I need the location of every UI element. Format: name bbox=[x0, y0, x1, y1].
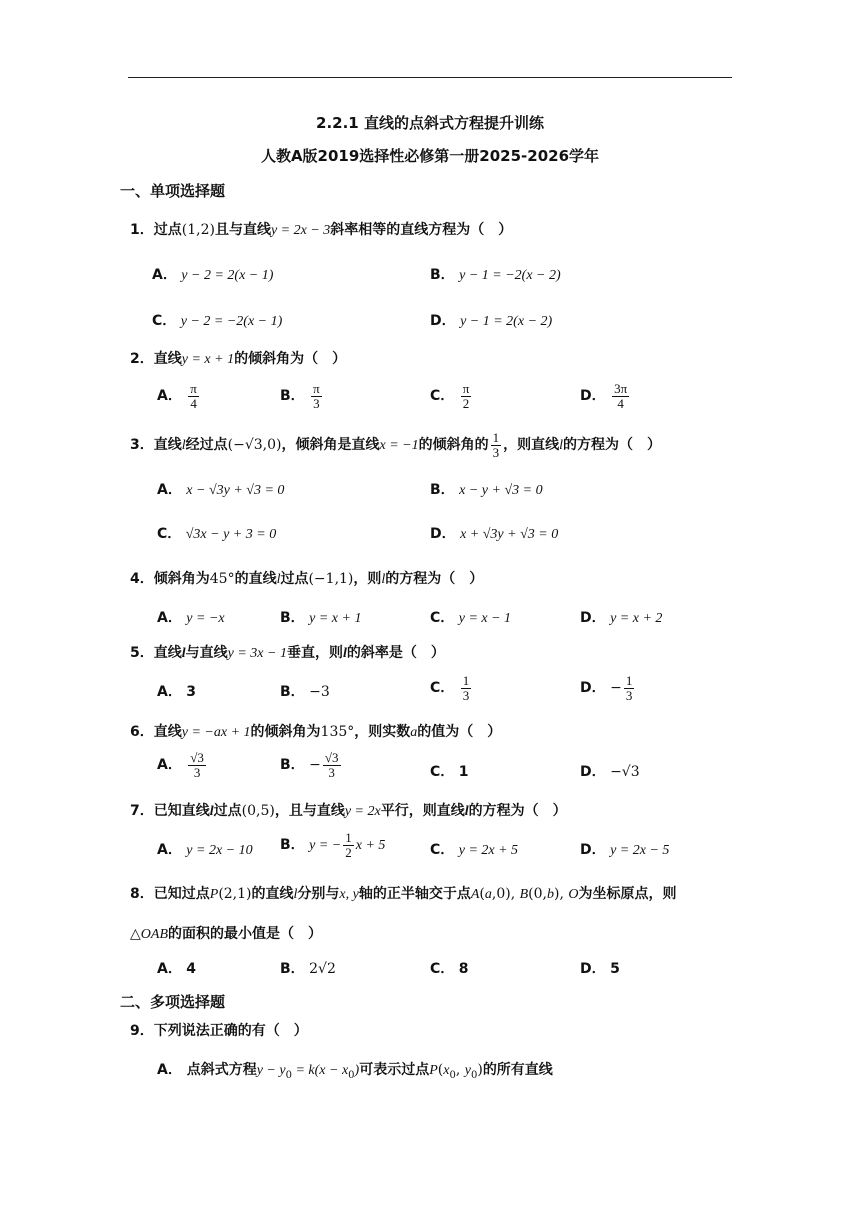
q2-option-b[interactable]: B． $\frac{\pi}{3}$ bbox=[280, 381, 320, 411]
q3-d-text: x + √3y + √3 = 0 bbox=[460, 527, 559, 542]
q2-option-d[interactable]: D． $\frac{3\pi}{4}$ bbox=[580, 381, 628, 411]
q6-a-fraction: $\frac{√3}{3}$ bbox=[190, 750, 204, 780]
q1-suffix: 斜率相等的直线方程为（ ） bbox=[330, 222, 513, 238]
q4-option-d[interactable]: D． y = x + 2 bbox=[580, 610, 663, 626]
q3-option-a[interactable]: A． x − √3y + √3 = 0 bbox=[157, 482, 285, 498]
q8-a-text: 4 bbox=[186, 961, 197, 977]
q2-d-fraction: $\frac{3\pi}{4}$ bbox=[614, 381, 628, 411]
q4-option-b[interactable]: B． y = x + 1 bbox=[280, 610, 362, 626]
q6-b-fraction: $\frac{√3}{3}$ bbox=[324, 750, 339, 780]
q6-option-d[interactable]: D． −√3 bbox=[580, 764, 640, 780]
q8-c-text: 8 bbox=[458, 961, 469, 977]
q4-a-text: y = −x bbox=[186, 611, 225, 626]
q7-option-c[interactable]: C． y = 2x + 5 bbox=[430, 842, 519, 858]
q7-option-a[interactable]: A． y = 2x − 10 bbox=[157, 842, 253, 858]
q7-a-text: y = 2x − 10 bbox=[186, 843, 253, 858]
q7-option-d[interactable]: D． y = 2x − 5 bbox=[580, 842, 670, 858]
q5-c-fraction: $\frac{1}{3}$ bbox=[462, 673, 470, 703]
q5-option-b[interactable]: B． −3 bbox=[280, 684, 330, 700]
q1-option-d[interactable]: D． y − 1 = 2(x − 2) bbox=[430, 313, 553, 329]
q1-d-text: y − 1 = 2(x − 2) bbox=[460, 314, 553, 329]
q1-c-text: y − 2 = −2(x − 1) bbox=[180, 314, 283, 329]
q5-option-c[interactable]: C． $\frac{1}{3}$ bbox=[430, 673, 470, 703]
q5-option-a[interactable]: A． 3 bbox=[157, 684, 197, 700]
question-5: 5．直线l与直线y = 3x − 1垂直，则l的斜率是（ ） bbox=[130, 645, 445, 661]
header-rule bbox=[128, 77, 732, 78]
q7-c-text: y = 2x + 5 bbox=[458, 843, 519, 858]
section-single-choice: 一、单项选择题 bbox=[120, 182, 226, 200]
q5-d-fraction: $\frac{1}{3}$ bbox=[625, 673, 633, 703]
q3-c-text: √3x − y + 3 = 0 bbox=[185, 527, 277, 542]
q5-b-text: −3 bbox=[309, 684, 330, 700]
q3-option-d[interactable]: D． x + √3y + √3 = 0 bbox=[430, 526, 559, 542]
q2-b-fraction: $\frac{\pi}{3}$ bbox=[313, 381, 320, 411]
q1-option-a[interactable]: A． y − 2 = 2(x − 1) bbox=[152, 267, 274, 283]
section-multi-choice: 二、多项选择题 bbox=[120, 993, 226, 1011]
q8-option-b[interactable]: B． 2√2 bbox=[280, 961, 336, 977]
q6-c-text: 1 bbox=[458, 764, 469, 780]
q5-option-d[interactable]: D． − $\frac{1}{3}$ bbox=[580, 673, 633, 703]
q6-d-text: −√3 bbox=[610, 764, 640, 780]
q4-option-c[interactable]: C． y = x − 1 bbox=[430, 610, 512, 626]
q1-prefix: 1．过点 bbox=[130, 222, 182, 238]
q1-option-b[interactable]: B． y − 1 = −2(x − 2) bbox=[430, 267, 561, 283]
q8-d-text: 5 bbox=[610, 961, 620, 977]
question-7: 7．已知直线l过点(0,5)，且与直线y = 2x平行，则直线l的方程为（ ） bbox=[130, 803, 567, 819]
q7-option-b[interactable]: B． y = − $\frac{1}{2}$ x + 5 bbox=[280, 830, 386, 860]
q3-b-text: x − y + √3 = 0 bbox=[459, 483, 543, 498]
q6-option-c[interactable]: C． 1 bbox=[430, 764, 469, 780]
q8-option-d[interactable]: D． 5 bbox=[580, 961, 620, 977]
question-8-line2: △OAB的面积的最小值是（ ） bbox=[130, 926, 322, 942]
q4-b-text: y = x + 1 bbox=[309, 611, 362, 626]
question-3: 3．直线l经过点(−√3,0)，倾斜角是直线x = −1的倾斜角的 $\frac{1}{3}$ ，则直线l的方程为（ ） bbox=[130, 430, 661, 460]
q3-a-text: x − √3y + √3 = 0 bbox=[186, 483, 285, 498]
q1-mid: 且与直线 bbox=[214, 222, 271, 238]
q4-option-a[interactable]: A． y = −x bbox=[157, 610, 225, 626]
question-1 bbox=[130, 219, 512, 239]
doc-title: 2.2.1 直线的点斜式方程提升训练 bbox=[316, 114, 544, 132]
q2-c-fraction: $\frac{\pi}{2}$ bbox=[462, 381, 470, 411]
question-4: 4．倾斜角为45°的直线l过点(−1,1)，则l的方程为（ ） bbox=[130, 571, 484, 587]
q1-option-c[interactable]: C． y − 2 = −2(x − 1) bbox=[152, 313, 283, 329]
q6-option-b[interactable]: B． − $\frac{√3}{3}$ bbox=[280, 750, 339, 780]
q3-option-b[interactable]: B． x − y + √3 = 0 bbox=[430, 482, 543, 498]
q7-d-text: y = 2x − 5 bbox=[610, 843, 670, 858]
question-2: 2．直线y = x + 1的倾斜角为（ ） bbox=[130, 351, 347, 367]
q4-c-text: y = x − 1 bbox=[458, 611, 512, 626]
q1-point: (1,2) bbox=[181, 222, 215, 238]
q3-option-c[interactable]: C． √3x − y + 3 = 0 bbox=[157, 526, 277, 542]
q5-a-text: 3 bbox=[186, 684, 197, 700]
doc-subtitle: 人教A版2019选择性必修第一册2025-2026学年 bbox=[260, 147, 600, 165]
q2-option-a[interactable]: A． $\frac{\pi}{4}$ bbox=[157, 381, 197, 411]
question-8: 8．已知过点P(2,1)的直线l分别与x, y轴的正半轴交于点A(a,0), B(0,b), O为坐标原点，则 bbox=[130, 886, 677, 902]
q2-option-c[interactable]: C． $\frac{\pi}{2}$ bbox=[430, 381, 470, 411]
q7-b-fraction: $\frac{1}{2}$ bbox=[345, 830, 352, 860]
q1-line: y = 2x − 3 bbox=[270, 223, 331, 238]
q1-a-text: y − 2 = 2(x − 1) bbox=[181, 268, 274, 283]
question-9: 9．下列说法正确的有（ ） bbox=[130, 1023, 308, 1039]
q6-option-a[interactable]: A． $\frac{√3}{3}$ bbox=[157, 750, 204, 780]
q1-b-text: y − 1 = −2(x − 2) bbox=[459, 268, 561, 283]
q8-b-text: 2√2 bbox=[309, 961, 336, 977]
q2-a-fraction: $\frac{\pi}{4}$ bbox=[190, 381, 197, 411]
q8-option-c[interactable]: C． 8 bbox=[430, 961, 469, 977]
q8-option-a[interactable]: A． 4 bbox=[157, 961, 197, 977]
q4-d-text: y = x + 2 bbox=[610, 611, 663, 626]
q9-option-a[interactable]: A． 点斜式方程$y - y_0 = k(x - x_0)$可表示过点$P(x_0$, $y_0$)的所有直线 bbox=[157, 1062, 553, 1081]
question-6: 6．直线y = −ax + 1的倾斜角为135°，则实数a的值为（ ） bbox=[130, 724, 502, 740]
